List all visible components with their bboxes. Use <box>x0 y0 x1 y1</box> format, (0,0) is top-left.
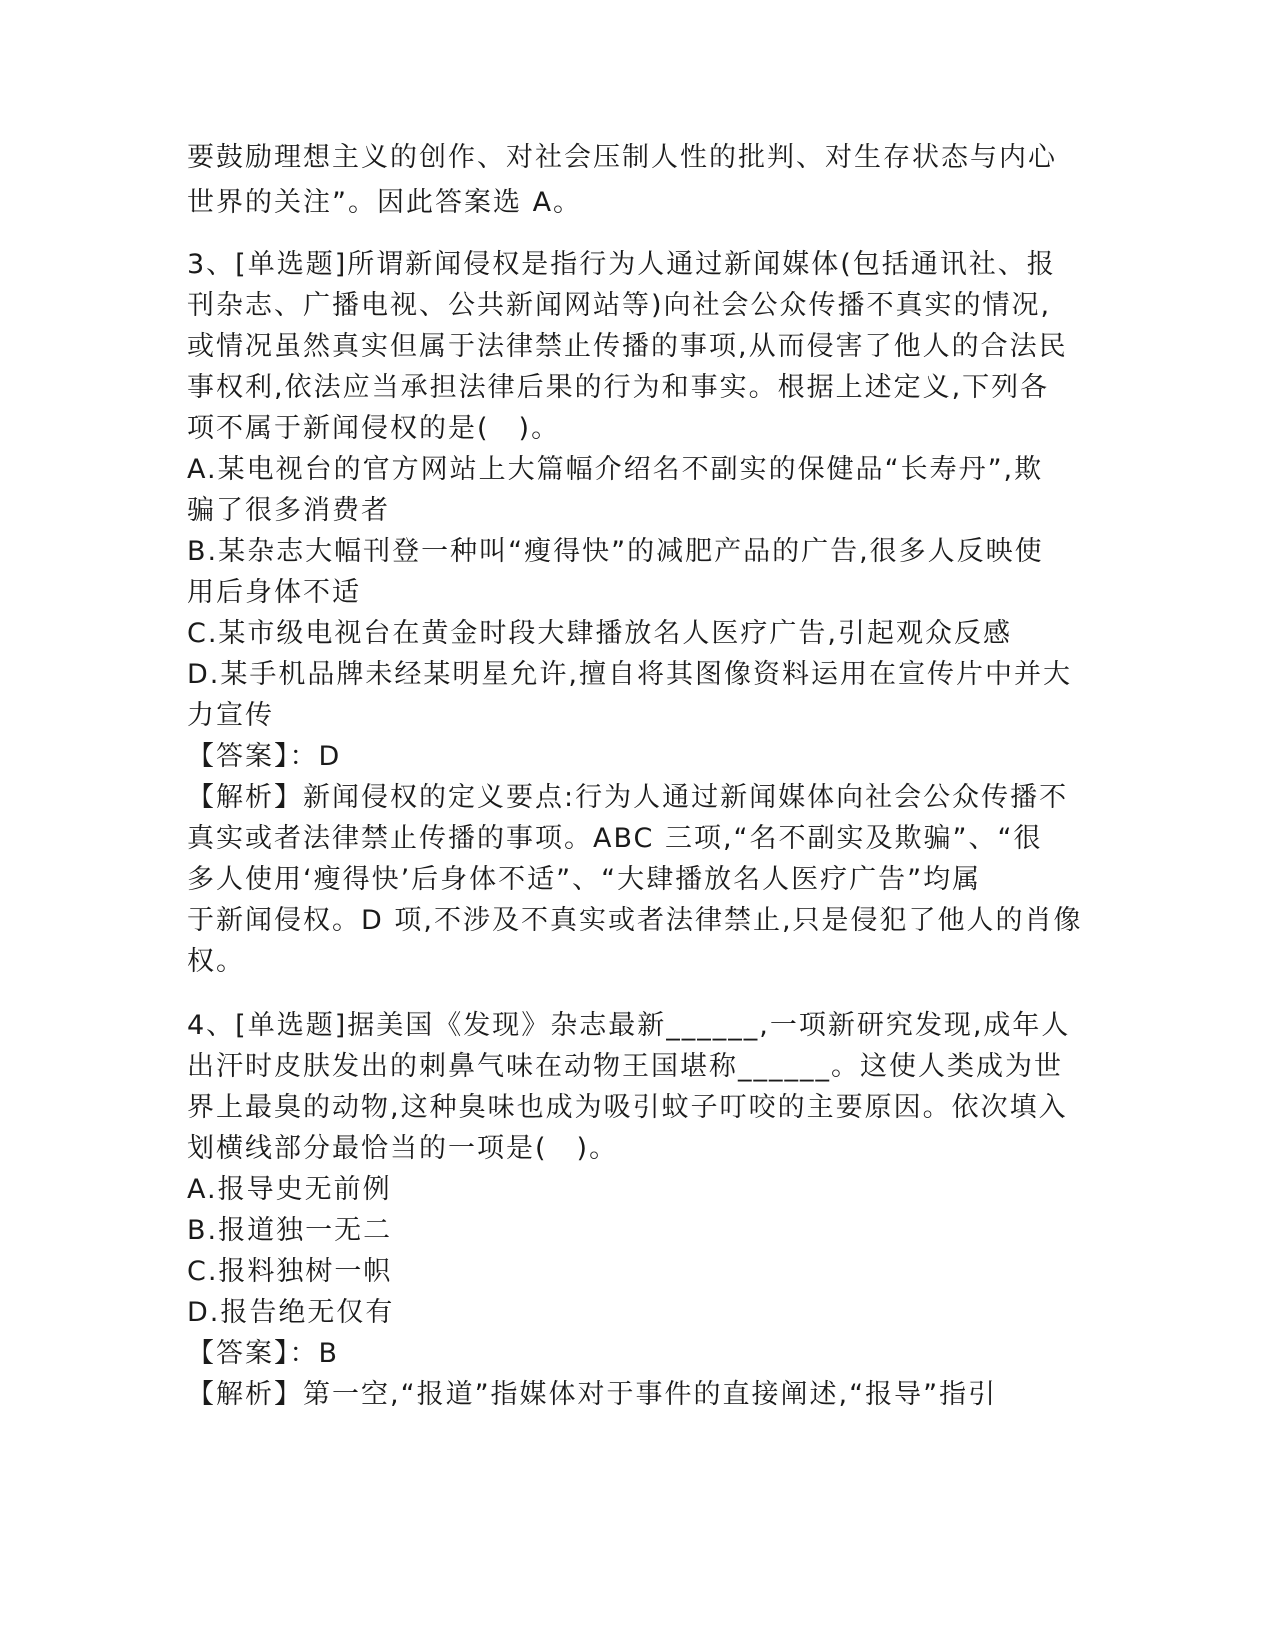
option-line: 用后身体不适 <box>187 577 361 608</box>
answer-line: 【答案】：B <box>187 1338 340 1369</box>
analysis-line: 权。 <box>187 946 245 977</box>
option-line: D.某手机品牌未经某明星允许,擅自将其图像资料运用在宣传片中并大 <box>187 659 1072 690</box>
analysis-line: 于新闻侵权。D 项,不涉及不真实或者法律禁止,只是侵犯了他人的肖像 <box>187 905 1083 936</box>
question-stem-line: 出汗时皮肤发出的刺鼻气味在动物王国堪称______。这使人类成为世 <box>187 1051 1063 1082</box>
option-line: 骗了很多消费者 <box>187 495 390 526</box>
question-stem-line: 事权利,依法应当承担法律后果的行为和事实。根据上述定义,下列各 <box>187 372 1050 403</box>
analysis-line: 真实或者法律禁止传播的事项。ABC 三项,“名不副实及欺骗”、“很 <box>187 823 1043 854</box>
option-line: 力宣传 <box>187 700 274 731</box>
question-stem-line: 界上最臭的动物,这种臭味也成为吸引蚊子叮咬的主要原因。依次填入 <box>187 1092 1068 1123</box>
text-line: 世界的关注”。因此答案选 A。 <box>187 187 583 218</box>
text-line: 要鼓励理想主义的创作、对社会压制人性的批判、对生存状态与内心 <box>187 142 1057 173</box>
analysis-line: 【解析】第一空,“报道”指媒体对于事件的直接阐述,“报导”指引 <box>187 1379 998 1410</box>
option-line: C.某市级电视台在黄金时段大肆播放名人医疗广告,引起观众反感 <box>187 618 1013 649</box>
question-stem-line: 划横线部分最恰当的一项是( )。 <box>187 1133 619 1164</box>
option-line: D.报告绝无仅有 <box>187 1297 395 1328</box>
question-stem-line: 刊杂志、广播电视、公共新闻网站等)向社会公众传播不真实的情况, <box>187 290 1052 321</box>
question-stem-line: 3、[单选题]所谓新闻侵权是指行为人通过新闻媒体(包括通讯社、报 <box>187 249 1056 280</box>
question-stem-line: 项不属于新闻侵权的是( )。 <box>187 413 561 444</box>
option-line: B.某杂志大幅刊登一种叫“瘦得快”的减肥产品的广告,很多人反映使 <box>187 536 1044 567</box>
option-line: A.某电视台的官方网站上大篇幅介绍名不副实的保健品“长寿丹”,欺 <box>187 454 1044 485</box>
analysis-line: 【解析】新闻侵权的定义要点:行为人通过新闻媒体向社会公众传播不 <box>187 782 1069 813</box>
option-line: B.报道独一无二 <box>187 1215 393 1246</box>
option-line: A.报导史无前例 <box>187 1174 392 1205</box>
question-stem-line: 或情况虽然真实但属于法律禁止传播的事项,从而侵害了他人的合法民 <box>187 331 1068 362</box>
question-stem-line: 4、[单选题]据美国《发现》杂志最新______,一项新研究发现,成年人 <box>187 1010 1071 1041</box>
analysis-line: 多人使用‘瘦得快’后身体不适”、“大肆播放名人医疗广告”均属 <box>187 864 982 895</box>
option-line: C.报料独树一帜 <box>187 1256 393 1287</box>
answer-line: 【答案】：D <box>187 741 342 772</box>
